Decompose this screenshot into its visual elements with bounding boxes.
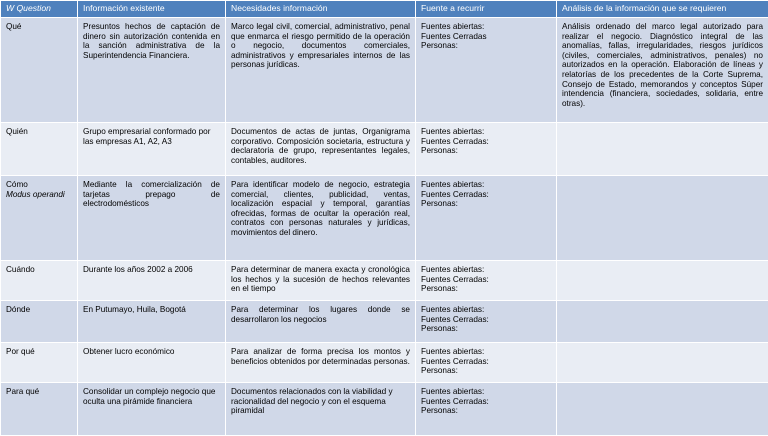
source-people-label: Personas: <box>421 366 551 376</box>
analysis-cell <box>557 383 768 436</box>
info-needs-cell: Para analizar de forma precisa los montos y beneficios obtenidos por determinadas personas. <box>226 343 416 383</box>
source-closed-label: Fuentes Cerradas: <box>421 190 551 200</box>
source-closed-label: Fuentes Cerradas: <box>421 315 551 325</box>
source-cell <box>416 383 557 436</box>
source-cell <box>416 301 557 343</box>
table-row <box>1 301 768 343</box>
source-closed-label: Fuentes Cerradas: <box>421 275 551 285</box>
question-cell <box>1 176 78 261</box>
existing-info-cell: En Putumayo, Huila, Bogotá <box>78 301 226 343</box>
existing-info-cell: Grupo empresarial conformado por las empresas A1, A2, A3 <box>78 123 226 176</box>
source-closed-label: Fuentes Cerradas: <box>421 397 551 407</box>
existing-info-cell: Durante los años 2002 a 2006 <box>78 261 226 301</box>
analysis-cell <box>557 343 768 383</box>
header-info-needs: Necesidades información <box>226 1 416 18</box>
source-open-label: Fuentes abiertas: <box>421 22 551 32</box>
info-needs-cell: Para determinar de manera exacta y cronológica los hechos y la sucesión de hechos relevantes en el tiempo <box>226 261 416 301</box>
info-needs-cell: Documentos de actas de juntas, Organigrama corporativo. Composición societaria, estructura y declaratoria de grupo, representantes legales, contables, auditores. <box>226 123 416 176</box>
source-people-label: Personas: <box>421 324 551 334</box>
source-people-label: Personas: <box>421 199 551 209</box>
source-cell <box>416 123 557 176</box>
source-closed-label: Fuentes Cerradas: <box>421 357 551 367</box>
source-people-label: Personas: <box>421 146 551 156</box>
table-row <box>1 176 768 261</box>
question-cell: Cuándo <box>1 261 78 301</box>
header-existing-info: Información existente <box>78 1 226 18</box>
header-w-question: W Question <box>1 1 78 18</box>
table-row <box>1 261 768 301</box>
source-people-label: Personas: <box>421 406 551 416</box>
table-row <box>1 18 768 123</box>
analysis-cell <box>557 123 768 176</box>
info-needs-cell: Para determinar los lugares donde se desarrollaron los negocios <box>226 301 416 343</box>
info-needs-cell: Documentos relacionados con la viabilidad y racionalidad del negocio y con el esquema piramidal <box>226 383 416 436</box>
source-closed-label: Fuentes Cerradas <box>421 32 551 42</box>
existing-info-cell: Presuntos hechos de captación de dinero sin autorización contenida en la sanción administrativa de la Superintendencia Financiera. <box>78 18 226 123</box>
header-source: Fuente a recurrir <box>416 1 557 18</box>
source-open-label: Fuentes abiertas: <box>421 387 551 397</box>
question-cell: Quién <box>1 123 78 176</box>
existing-info-cell: Mediante la comercialización de tarjetas prepago de electrodomésticos <box>78 176 226 261</box>
info-needs-cell: Marco legal civil, comercial, administrativo, penal que enmarca el riesgo permitido de la operación o negocio, documentos comerciales, administrativos y empresariales internos de las personas jurídicas. <box>226 18 416 123</box>
header-analysis: Análisis de la información que se requieren <box>557 1 768 18</box>
source-cell <box>416 261 557 301</box>
source-open-label: Fuentes abiertas: <box>421 180 551 190</box>
existing-info-cell: Obtener lucro económico <box>78 343 226 383</box>
question-cell: Qué <box>1 18 78 123</box>
question-cell: Para qué <box>1 383 78 436</box>
table-row <box>1 343 768 383</box>
source-open-label: Fuentes abiertas: <box>421 265 551 275</box>
source-people-label: Personas: <box>421 284 551 294</box>
source-open-label: Fuentes abiertas: <box>421 127 551 137</box>
table-row <box>1 383 768 436</box>
question-text: Cómo <box>6 180 28 189</box>
source-people-label: Personas: <box>421 41 551 51</box>
header-row <box>1 1 768 18</box>
question-cell: Dónde <box>1 301 78 343</box>
info-needs-cell: Para identificar modelo de negocio, estrategia comercial, clientes, publicidad, ventas, localización espacial y temporal, garantías ofrecidas, formas de ocultar la operación real, contratos con personas naturales y jurídicas, movimientos del dinero. <box>226 176 416 261</box>
source-open-label: Fuentes abiertas: <box>421 347 551 357</box>
question-subtitle: Modus operandi <box>6 190 72 200</box>
source-open-label: Fuentes abiertas: <box>421 305 551 315</box>
source-closed-label: Fuentes Cerradas: <box>421 137 551 147</box>
existing-info-cell: Consolidar un complejo negocio que oculta una pirámide financiera <box>78 383 226 436</box>
source-cell <box>416 18 557 123</box>
analysis-cell <box>557 301 768 343</box>
analysis-cell: Análisis ordenado del marco legal autorizado para realizar el negocio. Diagnóstico integral de las anomalías, fallas, irregularidades, riesgos jurídicos (civiles, comerciales, administrativos, penales) no autorizados en la operación. Elaboración de líneas y relatorías de los precedentes de la Corte Suprema, Consejo de Estado, memorandos y conceptos Súper intendencia (financiera, sociedades, solidaria, entre otras). <box>557 18 768 123</box>
table-row <box>1 123 768 176</box>
source-cell <box>416 176 557 261</box>
question-cell: Por qué <box>1 343 78 383</box>
analysis-cell <box>557 176 768 261</box>
source-cell <box>416 343 557 383</box>
analysis-cell <box>557 261 768 301</box>
